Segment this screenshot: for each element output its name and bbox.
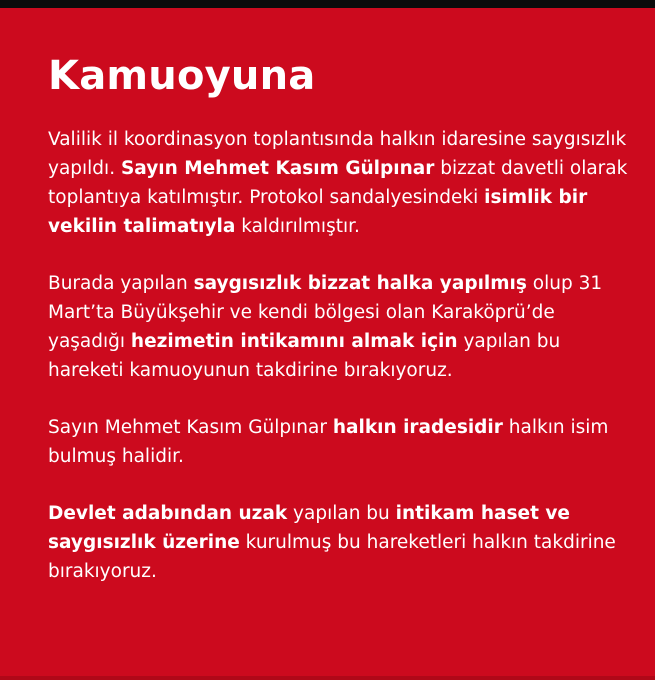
paragraph-2-segment-2: saygısızlık bizzat halka yapılmış xyxy=(193,273,527,294)
paragraph-2-segment-3: olup 31 Mart’ta Büyükşehir ve kendi bölgesi olan Karaköprü’de yaşadığı xyxy=(48,273,603,352)
statement-card xyxy=(0,8,655,680)
paragraph-3-segment-2: halkın iradesidir xyxy=(332,417,503,438)
paragraph-1-segment-5: kaldırılmıştır. xyxy=(235,216,360,237)
paragraph-1-segment-4: isimlik bir vekilin talimatıyla xyxy=(48,187,588,237)
paragraph-3-segment-3: halkın isim bulmuş halidir. xyxy=(48,417,609,467)
paragraph-4-segment-2: yapılan bu xyxy=(287,503,396,524)
paragraph-1 xyxy=(48,125,628,241)
paragraph-4-segment-3: intikam haset ve saygısızlık üzerine xyxy=(48,503,570,553)
paragraph-3 xyxy=(48,413,628,471)
paragraph-2 xyxy=(48,269,628,385)
paragraph-1-segment-2: Sayın Mehmet Kasım Gülpınar xyxy=(120,158,435,179)
statement-body xyxy=(48,125,628,614)
paragraph-1-segment-1: Valilik il koordinasyon toplantısında halkın idaresine saygısızlık yapıldı. xyxy=(48,129,627,179)
paragraph-4-segment-1: Devlet adabından uzak xyxy=(48,503,288,524)
bottom-edge xyxy=(0,676,655,680)
paragraph-4 xyxy=(48,499,628,586)
paragraph-3-segment-1: Sayın Mehmet Kasım Gülpınar xyxy=(48,417,333,438)
paragraph-1-segment-3: bizzat davetli olarak toplantıya katılmıştır. Protokol sandalyesindeki xyxy=(48,158,628,208)
paragraph-2-segment-4: hezimetin intikamını almak için xyxy=(130,331,458,352)
statement-title: Kamuoyuna xyxy=(48,53,316,99)
paragraph-4-segment-4: kurulmuş bu hareketleri halkın takdirine bırakıyoruz. xyxy=(48,532,616,582)
paragraph-2-segment-5: yapılan bu hareketi kamuoyunun takdirine bırakıyoruz. xyxy=(48,331,561,381)
paragraph-2-segment-1: Burada yapılan xyxy=(48,273,194,294)
